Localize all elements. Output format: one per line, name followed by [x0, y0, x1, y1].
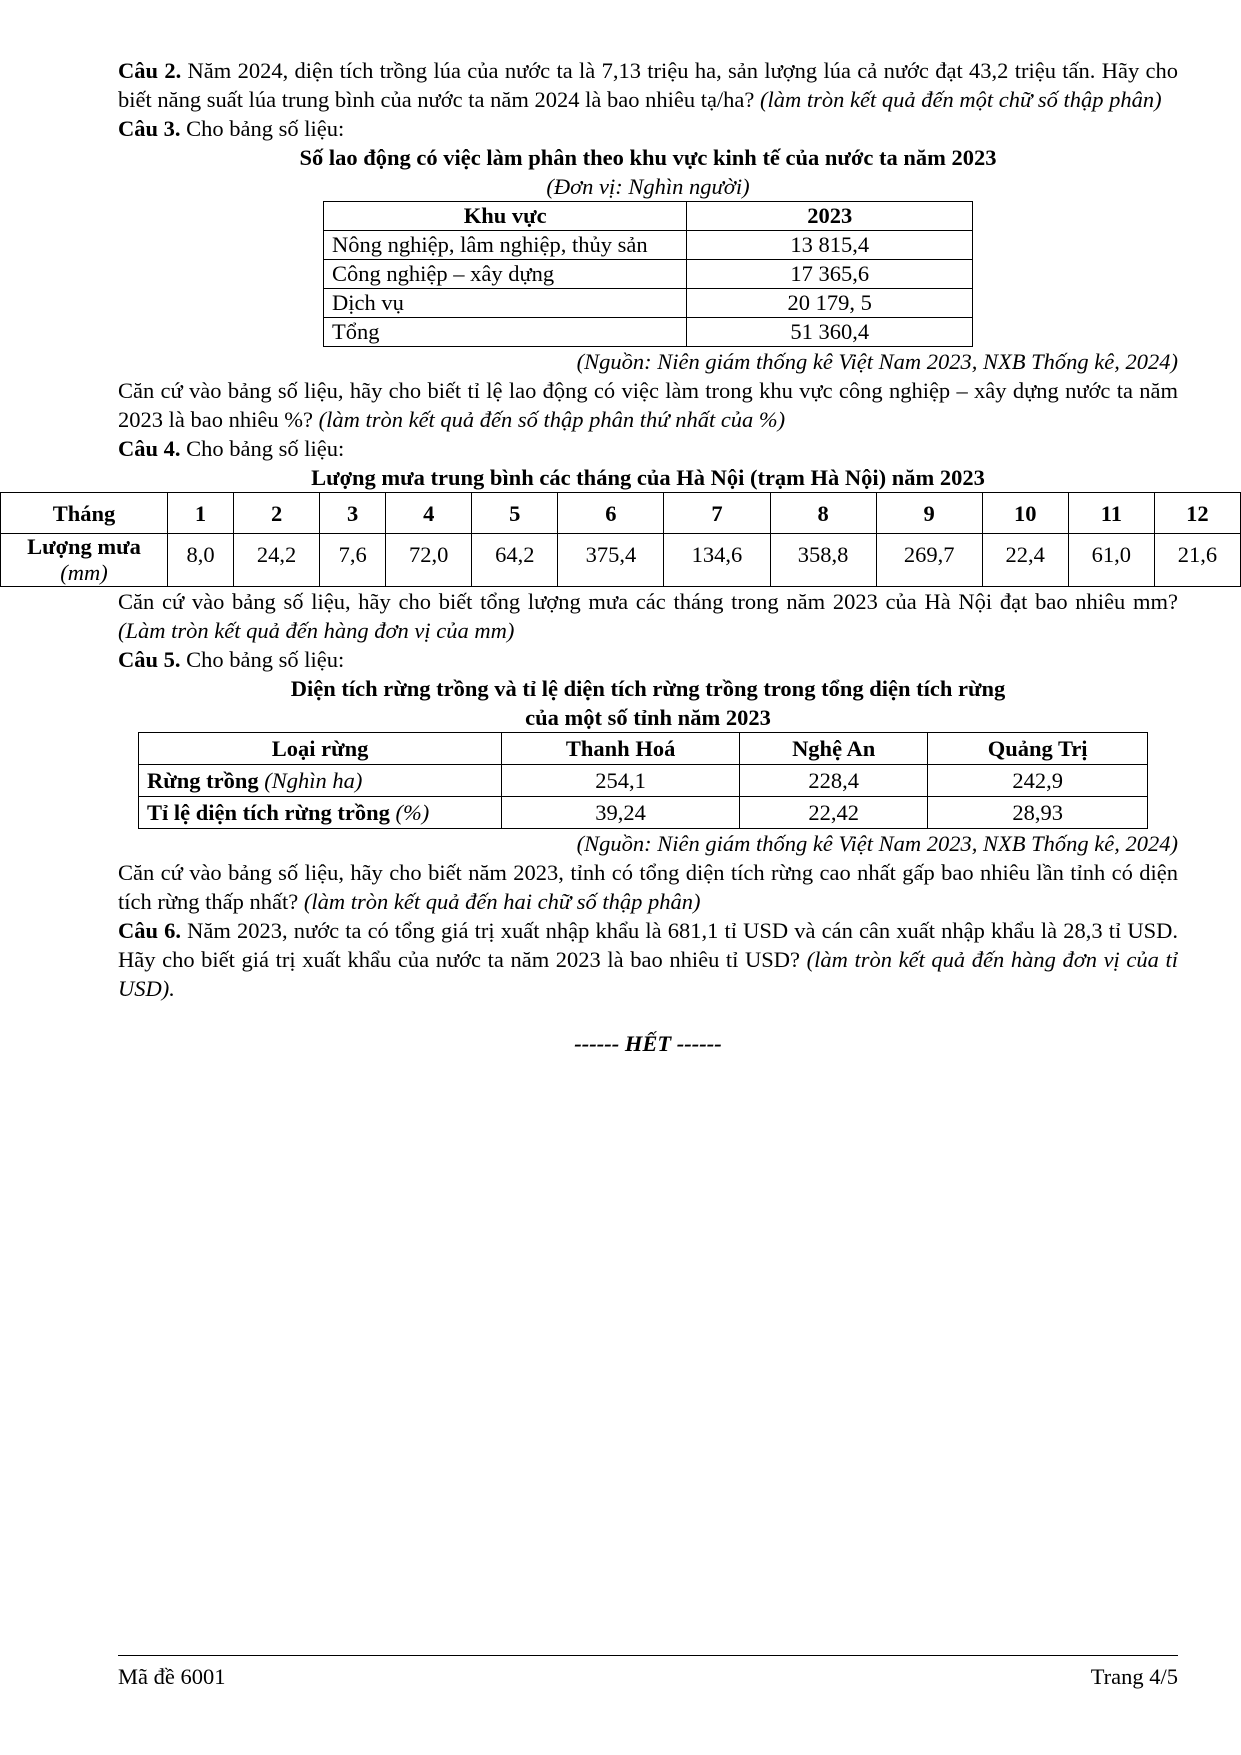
rainfall-label-text: Lượng mưa	[27, 534, 141, 559]
question-3-question	[118, 376, 1178, 434]
table-3-source-text: (Nguồn: Niên giám thống kê Việt Nam 2023, NXB Thống kê, 2024)	[576, 831, 1178, 856]
table-1-source-text: (Nguồn: Niên giám thống kê Việt Nam 2023, NXB Thống kê, 2024)	[576, 349, 1178, 374]
month-cell: 6	[558, 493, 664, 534]
exam-code: Mã đề 6001	[118, 1664, 226, 1689]
month-cell: 2	[234, 493, 320, 534]
rainfall-value: 64,2	[472, 534, 558, 587]
rainfall-row	[1, 534, 1241, 587]
row-label: Công nghiệp – xây dựng	[324, 260, 687, 289]
month-cell: 12	[1154, 493, 1240, 534]
question-2-text: Năm 2024, diện tích trồng lúa của nước ta là 7,13 triệu ha, sản lượng lúa cả nước đạt 43,2 triệu tấn. Hãy cho biết năng suất lúa trung bình của nước ta năm 2024 là bao nhiêu tạ/ha?	[118, 58, 1179, 112]
table-header-row	[139, 733, 1148, 765]
page-footer	[118, 1655, 1178, 1691]
question-3-label: Câu 3.	[118, 116, 181, 141]
row-label-unit: (Nghìn ha)	[264, 768, 363, 793]
question-3-intro	[118, 114, 1178, 143]
rainfall-value: 61,0	[1068, 534, 1154, 587]
row-value: 228,4	[739, 765, 927, 797]
question-3-note: (làm tròn kết quả đến số thập phân thứ nhất của %)	[318, 407, 786, 432]
table-3-title-line-1: Diện tích rừng trồng và tỉ lệ diện tích rừng trồng trong tổng diện tích rừng	[290, 676, 1006, 701]
header-thanh-hoa: Thanh Hoá	[502, 733, 740, 765]
months-row	[1, 493, 1241, 534]
rainfall-unit: (mm)	[60, 560, 108, 585]
row-label: Nông nghiệp, lâm nghiệp, thủy sản	[324, 231, 687, 260]
rainfall-value: 269,7	[876, 534, 982, 587]
table-row	[324, 318, 973, 347]
question-5-label: Câu 5.	[118, 647, 181, 672]
month-cell: 9	[876, 493, 982, 534]
row-value: 22,42	[739, 797, 927, 829]
month-cell: 4	[386, 493, 472, 534]
question-4-intro	[118, 434, 1178, 463]
row-label	[139, 797, 502, 829]
end-mark: ------ HẾT ------	[574, 1031, 722, 1056]
table-row	[324, 260, 973, 289]
row-value: 17 365,6	[687, 260, 973, 289]
table-row	[139, 797, 1148, 829]
header-forest-type: Loại rừng	[139, 733, 502, 765]
rainfall-table	[0, 492, 1241, 587]
row-value: 242,9	[928, 765, 1148, 797]
row-label	[139, 765, 502, 797]
question-6-label: Câu 6.	[118, 918, 182, 943]
question-5-question	[118, 858, 1178, 916]
table-1-title: Số lao động có việc làm phân theo khu vực kinh tế của nước ta năm 2023	[299, 145, 997, 170]
rainfall-value: 24,2	[234, 534, 320, 587]
header-region: Khu vực	[324, 202, 687, 231]
row-value: 20 179, 5	[687, 289, 973, 318]
forest-table	[138, 732, 1148, 829]
month-cell: 10	[982, 493, 1068, 534]
header-quang-tri: Quảng Trị	[928, 733, 1148, 765]
question-6-note: (làm tròn kết quả đến hàng đơn vị của tỉ USD).	[118, 947, 1178, 1001]
table-3-source	[118, 829, 1178, 858]
question-3-text: Căn cứ vào bảng số liệu, hãy cho biết tỉ lệ lao động có việc làm trong khu vực công nghiệp – xây dựng nước ta năm 2023 là bao nhiêu %?	[118, 378, 1178, 432]
month-cell: 1	[168, 493, 234, 534]
rainfall-label	[1, 534, 168, 587]
table-1-unit-text: (Đơn vị: Nghìn người)	[546, 174, 750, 199]
question-5-intro-text: Cho bảng số liệu:	[186, 647, 345, 672]
question-5-text: Căn cứ vào bảng số liệu, hãy cho biết năm 2023, tỉnh có tổng diện tích rừng cao nhất gấp bao nhiêu lần tỉnh có diện tích rừng thấp nhất?	[118, 860, 1178, 914]
row-label: Dịch vụ	[324, 289, 687, 318]
month-cell: 5	[472, 493, 558, 534]
rainfall-value: 21,6	[1154, 534, 1240, 587]
page-number: Trang 4/5	[1090, 1664, 1178, 1689]
rainfall-value: 72,0	[386, 534, 472, 587]
header-year: 2023	[687, 202, 973, 231]
exam-page-content	[27, 56, 1218, 1058]
table-2-title: Lượng mưa trung bình các tháng của Hà Nội (trạm Hà Nội) năm 2023	[311, 465, 985, 490]
question-4-question	[118, 587, 1178, 645]
row-value: 13 815,4	[687, 231, 973, 260]
table-row	[324, 231, 973, 260]
row-label-unit: (%)	[395, 800, 430, 825]
month-cell: 11	[1068, 493, 1154, 534]
month-cell: 7	[664, 493, 770, 534]
rainfall-value: 7,6	[320, 534, 386, 587]
question-2-label: Câu 2.	[118, 58, 182, 83]
table-3-title-line-2: của một số tỉnh năm 2023	[525, 705, 771, 730]
month-cell: 3	[320, 493, 386, 534]
labor-table	[323, 201, 973, 347]
row-value: 39,24	[502, 797, 740, 829]
row-value: 51 360,4	[687, 318, 973, 347]
rainfall-value: 134,6	[664, 534, 770, 587]
months-label: Tháng	[1, 493, 168, 534]
question-3-intro-text: Cho bảng số liệu:	[186, 116, 345, 141]
rainfall-value: 375,4	[558, 534, 664, 587]
table-header-row	[324, 202, 973, 231]
month-cell: 8	[770, 493, 876, 534]
row-label: Tổng	[324, 318, 687, 347]
question-2-note: (làm tròn kết quả đến một chữ số thập phân)	[760, 87, 1162, 112]
table-row	[139, 765, 1148, 797]
question-4-note: (Làm tròn kết quả đến hàng đơn vị của mm)	[118, 618, 515, 643]
question-4-label: Câu 4.	[118, 436, 181, 461]
question-2	[118, 56, 1178, 114]
rainfall-value: 22,4	[982, 534, 1068, 587]
question-5-note: (làm tròn kết quả đến hai chữ số thập phân)	[303, 889, 701, 914]
header-nghe-an: Nghệ An	[739, 733, 927, 765]
question-6	[118, 916, 1178, 1003]
row-value: 28,93	[928, 797, 1148, 829]
table-1-source	[118, 347, 1178, 376]
question-4-text: Căn cứ vào bảng số liệu, hãy cho biết tổng lượng mưa các tháng trong năm 2023 của Hà Nội đạt bao nhiêu mm?	[118, 589, 1178, 614]
question-4-intro-text: Cho bảng số liệu:	[186, 436, 345, 461]
question-6-text: Năm 2023, nước ta có tổng giá trị xuất nhập khẩu là 681,1 tỉ USD và cán cân xuất nhập khẩu là 28,3 tỉ USD. Hãy cho biết giá trị xuất khẩu của nước ta năm 2023 là bao nhiêu tỉ USD?	[118, 918, 1178, 972]
rainfall-value: 358,8	[770, 534, 876, 587]
question-5-intro	[118, 645, 1178, 674]
row-label-text: Tỉ lệ diện tích rừng trồng	[147, 800, 390, 825]
rainfall-value: 8,0	[168, 534, 234, 587]
table-1-unit	[118, 172, 1178, 201]
row-value: 254,1	[502, 765, 740, 797]
table-row	[324, 289, 973, 318]
row-label-text: Rừng trồng	[147, 768, 259, 793]
